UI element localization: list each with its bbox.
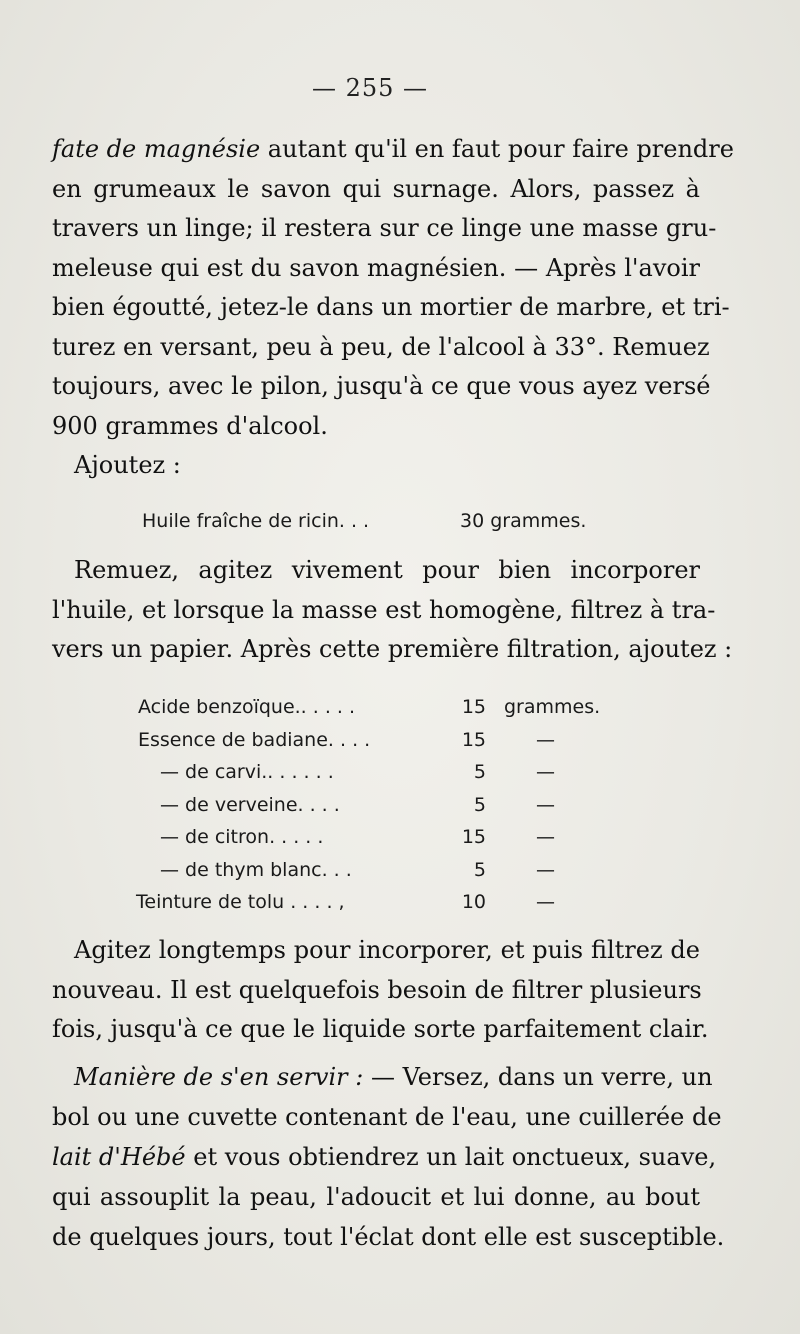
table-row [138, 859, 578, 892]
text-line: bien égoutté, jetez-le dans un mortier de marbre, et tri- [52, 293, 730, 321]
text-line [52, 130, 734, 170]
italic-phrase: fate de magnésie [52, 135, 261, 163]
italic-phrase: lait d'Hébé [52, 1143, 186, 1171]
ingredient-name: — de thym blanc. . . [160, 858, 352, 881]
ingredient-unit: — [536, 826, 555, 848]
ingredient-unit: — [536, 761, 555, 783]
ricin-name: Huile fraîche de ricin. . . [142, 510, 370, 532]
paragraph-4 [52, 1057, 725, 1257]
ingredient-qty: 10 [461, 891, 486, 913]
ingredient-name: — de citron. . . . . [160, 826, 324, 848]
ingredient-qty: 5 [473, 858, 486, 881]
ingredient-unit: — [536, 891, 555, 913]
table-row [138, 794, 578, 827]
text-line: nouveau. Il est quelquefois besoin de filtrer plusieurs [52, 975, 702, 1004]
table-row [138, 696, 601, 729]
ingredient-name: Teinture de tolu . . . . , [136, 891, 345, 913]
ingredient-unit: grammes. [504, 696, 601, 718]
text-line: Remuez, agitez vivement pour bien incorporer [74, 556, 700, 584]
ingredient-name: — de verveine. . . . [160, 793, 340, 816]
ajoutez-line: Ajoutez : [74, 451, 181, 479]
text-line: fois, jusqu'à ce que le liquide sorte parfaitement clair. [52, 1015, 709, 1043]
text-line: bol ou une cuvette contenant de l'eau, une cuillerée de [52, 1103, 722, 1131]
text-span: — Versez, dans un verre, un [370, 1063, 713, 1091]
text-span: autant qu'il en faut pour faire prendre [267, 135, 734, 163]
text-line: vers un papier. Après cette première filtration, ajoutez : [52, 635, 733, 663]
ricin-qty: 30 grammes. [460, 510, 587, 532]
ricin-row [142, 510, 586, 532]
text-line: de quelques jours, tout l'éclat dont elle est susceptible. [52, 1223, 725, 1251]
text-line: toujours, avec le pilon, jusqu'à ce que vous ayez versé [52, 372, 711, 400]
table-row [138, 761, 578, 794]
paragraph-3 [52, 931, 709, 1050]
ingredient-name: Essence de badiane. . . . [138, 728, 371, 751]
text-line: Agitez longtemps pour incorporer, et puis filtrez de [74, 936, 700, 964]
italic-heading: Manière de s'en servir : [74, 1063, 364, 1091]
text-line: travers un linge; il restera sur ce linge une masse gru- [52, 214, 717, 242]
page-number: — 255 — [311, 74, 429, 102]
paragraph-2 [52, 551, 733, 670]
ingredient-name: Acide benzoïque.. . . . . [138, 696, 356, 718]
ingredients-table [136, 696, 601, 924]
ingredient-qty: 5 [473, 761, 486, 783]
ingredient-unit: — [536, 858, 555, 881]
text-line: meleuse qui est du savon magnésien. — Après l'avoir [52, 253, 700, 282]
table-row [138, 826, 578, 859]
ingredient-qty: 5 [473, 793, 486, 816]
paragraph-1 [52, 130, 734, 486]
text-line: l'huile, et lorsque la masse est homogène, filtrez à tra- [52, 595, 716, 624]
table-row [138, 891, 578, 924]
ingredient-qty: 15 [461, 728, 486, 751]
text-line: qui assouplit la peau, l'adoucit et lui donne, au bout [52, 1183, 700, 1211]
ingredient-name: — de carvi.. . . . . . [160, 761, 334, 783]
ingredient-qty: 15 [461, 696, 486, 718]
text-line [52, 1137, 717, 1177]
text-line: 900 grammes d'alcool. [52, 411, 328, 440]
text-span: et vous obtiendrez un lait onctueux, suave, [193, 1143, 717, 1171]
ingredient-unit: — [536, 728, 555, 751]
text-line [52, 1057, 713, 1097]
ingredient-qty: 15 [461, 826, 486, 848]
text-line: turez en versant, peu à peu, de l'alcool à 33°. Remuez [52, 332, 710, 361]
text-line: en grumeaux le savon qui surnage. Alors, passez à [52, 174, 700, 203]
ingredient-unit: — [536, 793, 555, 816]
table-row [138, 729, 578, 762]
